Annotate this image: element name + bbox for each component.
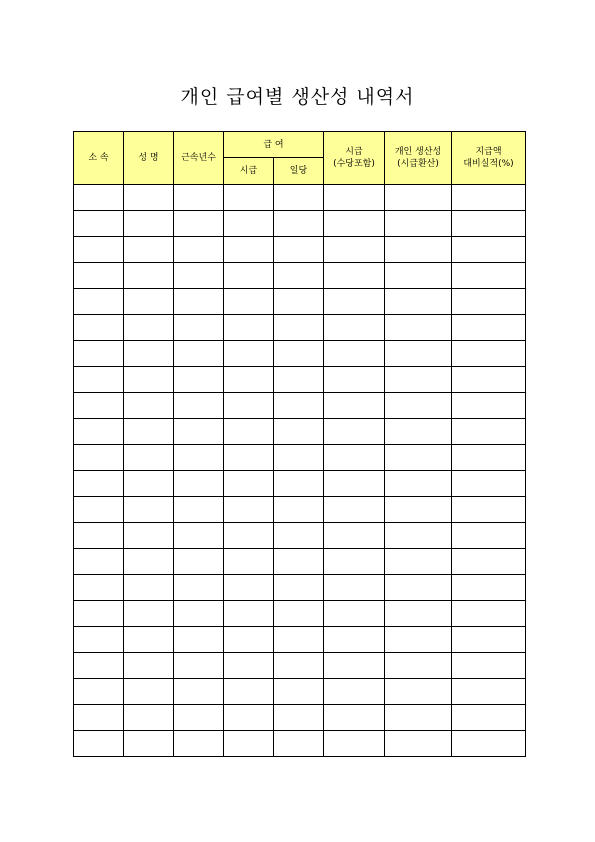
- cell-payment-ratio[interactable]: [452, 497, 526, 523]
- cell-name[interactable]: [124, 237, 174, 263]
- cell-hourly-incl[interactable]: [324, 263, 385, 289]
- table-row: [74, 315, 526, 341]
- table-row: [74, 263, 526, 289]
- col-header-hourly-incl-sub: (수당포함): [333, 159, 375, 169]
- cell-hourly[interactable]: [224, 315, 274, 341]
- cell-daily[interactable]: [274, 601, 324, 627]
- cell-hourly[interactable]: [224, 575, 274, 601]
- cell-daily[interactable]: [274, 705, 324, 731]
- cell-payment-ratio[interactable]: [452, 705, 526, 731]
- cell-hourly[interactable]: [224, 185, 274, 211]
- table-row: [74, 627, 526, 653]
- cell-daily[interactable]: [274, 679, 324, 705]
- cell-years[interactable]: [174, 497, 224, 523]
- col-header-hourly-incl-allowance: [324, 132, 385, 185]
- table-row: [74, 393, 526, 419]
- cell-years[interactable]: [174, 263, 224, 289]
- cell-payment-ratio[interactable]: [452, 549, 526, 575]
- cell-name[interactable]: [124, 653, 174, 679]
- cell-productivity[interactable]: [385, 393, 452, 419]
- cell-years[interactable]: [174, 393, 224, 419]
- cell-affiliation[interactable]: [74, 575, 124, 601]
- cell-name[interactable]: [124, 731, 174, 757]
- cell-hourly-incl[interactable]: [324, 575, 385, 601]
- cell-hourly[interactable]: [224, 471, 274, 497]
- cell-daily[interactable]: [274, 471, 324, 497]
- cell-affiliation[interactable]: [74, 445, 124, 471]
- cell-name[interactable]: [124, 289, 174, 315]
- productivity-table: [73, 131, 526, 757]
- page-title: 개인 급여별 생산성 내역서: [180, 86, 415, 108]
- cell-daily[interactable]: [274, 237, 324, 263]
- cell-daily[interactable]: [274, 185, 324, 211]
- col-header-payment-ratio: [452, 132, 526, 185]
- cell-affiliation[interactable]: [74, 263, 124, 289]
- cell-name[interactable]: [124, 393, 174, 419]
- cell-hourly[interactable]: [224, 523, 274, 549]
- cell-hourly-incl[interactable]: [324, 289, 385, 315]
- cell-daily[interactable]: [274, 731, 324, 757]
- cell-years[interactable]: [174, 601, 224, 627]
- cell-payment-ratio[interactable]: [452, 523, 526, 549]
- cell-affiliation[interactable]: [74, 315, 124, 341]
- col-header-salary: 급 여: [224, 132, 324, 158]
- cell-hourly-incl[interactable]: [324, 185, 385, 211]
- table-row: [74, 185, 526, 211]
- cell-payment-ratio[interactable]: [452, 419, 526, 445]
- cell-years[interactable]: [174, 523, 224, 549]
- table-body: [74, 185, 526, 757]
- cell-hourly[interactable]: [224, 263, 274, 289]
- cell-hourly[interactable]: [224, 679, 274, 705]
- cell-payment-ratio[interactable]: [452, 185, 526, 211]
- cell-productivity[interactable]: [385, 627, 452, 653]
- cell-payment-ratio[interactable]: [452, 471, 526, 497]
- cell-hourly[interactable]: [224, 341, 274, 367]
- cell-hourly[interactable]: [224, 731, 274, 757]
- cell-daily[interactable]: [274, 393, 324, 419]
- cell-affiliation[interactable]: [74, 705, 124, 731]
- cell-daily[interactable]: [274, 627, 324, 653]
- cell-hourly-incl[interactable]: [324, 211, 385, 237]
- table-row: [74, 341, 526, 367]
- cell-hourly[interactable]: [224, 393, 274, 419]
- cell-daily[interactable]: [274, 575, 324, 601]
- cell-daily[interactable]: [274, 497, 324, 523]
- cell-affiliation[interactable]: [74, 679, 124, 705]
- cell-productivity[interactable]: [385, 289, 452, 315]
- cell-hourly[interactable]: [224, 705, 274, 731]
- table-row: [74, 549, 526, 575]
- cell-affiliation[interactable]: [74, 237, 124, 263]
- cell-productivity[interactable]: [385, 653, 452, 679]
- cell-name[interactable]: [124, 679, 174, 705]
- cell-hourly-incl[interactable]: [324, 341, 385, 367]
- cell-hourly-incl[interactable]: [324, 705, 385, 731]
- col-header-productivity: [385, 132, 452, 185]
- table-row: [74, 497, 526, 523]
- cell-productivity[interactable]: [385, 497, 452, 523]
- table-row: [74, 471, 526, 497]
- cell-hourly[interactable]: [224, 419, 274, 445]
- cell-name[interactable]: [124, 263, 174, 289]
- table-row: [74, 445, 526, 471]
- cell-affiliation[interactable]: [74, 393, 124, 419]
- cell-years[interactable]: [174, 315, 224, 341]
- cell-payment-ratio[interactable]: [452, 731, 526, 757]
- cell-hourly-incl[interactable]: [324, 393, 385, 419]
- cell-hourly-incl[interactable]: [324, 679, 385, 705]
- cell-payment-ratio[interactable]: [452, 263, 526, 289]
- cell-hourly[interactable]: [224, 653, 274, 679]
- cell-hourly-incl[interactable]: [324, 237, 385, 263]
- cell-hourly[interactable]: [224, 497, 274, 523]
- table-row: [74, 419, 526, 445]
- table-row: [74, 679, 526, 705]
- cell-affiliation[interactable]: [74, 731, 124, 757]
- cell-productivity[interactable]: [385, 367, 452, 393]
- cell-payment-ratio[interactable]: [452, 653, 526, 679]
- cell-affiliation[interactable]: [74, 367, 124, 393]
- table-row: [74, 653, 526, 679]
- cell-affiliation[interactable]: [74, 289, 124, 315]
- cell-years[interactable]: [174, 575, 224, 601]
- cell-hourly-incl[interactable]: [324, 315, 385, 341]
- cell-payment-ratio[interactable]: [452, 575, 526, 601]
- cell-daily[interactable]: [274, 549, 324, 575]
- table-row: [74, 705, 526, 731]
- cell-productivity[interactable]: [385, 341, 452, 367]
- cell-productivity[interactable]: [385, 705, 452, 731]
- cell-daily[interactable]: [274, 367, 324, 393]
- col-header-affiliation: 소 속: [74, 132, 124, 185]
- cell-years[interactable]: [174, 679, 224, 705]
- cell-years[interactable]: [174, 471, 224, 497]
- cell-name[interactable]: [124, 627, 174, 653]
- cell-years[interactable]: [174, 185, 224, 211]
- cell-hourly-incl[interactable]: [324, 627, 385, 653]
- cell-payment-ratio[interactable]: [452, 367, 526, 393]
- cell-productivity[interactable]: [385, 419, 452, 445]
- cell-daily[interactable]: [274, 419, 324, 445]
- cell-daily[interactable]: [274, 315, 324, 341]
- cell-daily[interactable]: [274, 211, 324, 237]
- cell-productivity[interactable]: [385, 445, 452, 471]
- cell-years[interactable]: [174, 445, 224, 471]
- cell-affiliation[interactable]: [74, 497, 124, 523]
- cell-productivity[interactable]: [385, 471, 452, 497]
- cell-affiliation[interactable]: [74, 341, 124, 367]
- cell-payment-ratio[interactable]: [452, 341, 526, 367]
- cell-productivity[interactable]: [385, 315, 452, 341]
- cell-productivity[interactable]: [385, 523, 452, 549]
- cell-hourly-incl[interactable]: [324, 419, 385, 445]
- cell-affiliation[interactable]: [74, 185, 124, 211]
- cell-name[interactable]: [124, 367, 174, 393]
- table-row: [74, 731, 526, 757]
- cell-productivity[interactable]: [385, 679, 452, 705]
- cell-hourly[interactable]: [224, 367, 274, 393]
- col-header-name: 성 명: [124, 132, 174, 185]
- cell-daily[interactable]: [274, 341, 324, 367]
- cell-hourly[interactable]: [224, 601, 274, 627]
- table-row: [74, 523, 526, 549]
- cell-payment-ratio[interactable]: [452, 393, 526, 419]
- cell-hourly-incl[interactable]: [324, 601, 385, 627]
- cell-name[interactable]: [124, 445, 174, 471]
- cell-productivity[interactable]: [385, 211, 452, 237]
- cell-hourly-incl[interactable]: [324, 549, 385, 575]
- cell-hourly-incl[interactable]: [324, 653, 385, 679]
- table-row: [74, 211, 526, 237]
- cell-hourly[interactable]: [224, 627, 274, 653]
- cell-productivity[interactable]: [385, 575, 452, 601]
- cell-name[interactable]: [124, 341, 174, 367]
- table-row: [74, 601, 526, 627]
- col-header-payment-label: 지급액: [475, 147, 502, 157]
- cell-name[interactable]: [124, 575, 174, 601]
- cell-payment-ratio[interactable]: [452, 211, 526, 237]
- cell-affiliation[interactable]: [74, 419, 124, 445]
- cell-name[interactable]: [124, 419, 174, 445]
- cell-affiliation[interactable]: [74, 601, 124, 627]
- cell-years[interactable]: [174, 211, 224, 237]
- cell-hourly[interactable]: [224, 445, 274, 471]
- cell-daily[interactable]: [274, 653, 324, 679]
- cell-hourly-incl[interactable]: [324, 497, 385, 523]
- cell-affiliation[interactable]: [74, 211, 124, 237]
- cell-name[interactable]: [124, 523, 174, 549]
- cell-hourly[interactable]: [224, 549, 274, 575]
- cell-hourly-incl[interactable]: [324, 731, 385, 757]
- cell-affiliation[interactable]: [74, 549, 124, 575]
- cell-name[interactable]: [124, 705, 174, 731]
- cell-daily[interactable]: [274, 263, 324, 289]
- cell-name[interactable]: [124, 601, 174, 627]
- cell-productivity[interactable]: [385, 185, 452, 211]
- cell-payment-ratio[interactable]: [452, 627, 526, 653]
- cell-productivity[interactable]: [385, 549, 452, 575]
- col-header-hourly: 시급: [224, 158, 274, 185]
- table-row: [74, 367, 526, 393]
- cell-hourly-incl[interactable]: [324, 445, 385, 471]
- cell-years[interactable]: [174, 549, 224, 575]
- cell-years[interactable]: [174, 705, 224, 731]
- cell-payment-ratio[interactable]: [452, 315, 526, 341]
- cell-hourly-incl[interactable]: [324, 367, 385, 393]
- cell-name[interactable]: [124, 549, 174, 575]
- cell-payment-ratio[interactable]: [452, 237, 526, 263]
- table-row: [74, 237, 526, 263]
- cell-productivity[interactable]: [385, 237, 452, 263]
- cell-hourly[interactable]: [224, 289, 274, 315]
- cell-years[interactable]: [174, 237, 224, 263]
- cell-name[interactable]: [124, 211, 174, 237]
- cell-affiliation[interactable]: [74, 523, 124, 549]
- cell-productivity[interactable]: [385, 731, 452, 757]
- cell-payment-ratio[interactable]: [452, 289, 526, 315]
- cell-payment-ratio[interactable]: [452, 601, 526, 627]
- cell-years[interactable]: [174, 627, 224, 653]
- col-header-productivity-sub: (시급환산): [397, 159, 439, 169]
- cell-name[interactable]: [124, 315, 174, 341]
- cell-years[interactable]: [174, 289, 224, 315]
- cell-daily[interactable]: [274, 445, 324, 471]
- cell-daily[interactable]: [274, 523, 324, 549]
- cell-years[interactable]: [174, 653, 224, 679]
- col-header-productivity-label: 개인 생산성: [394, 147, 442, 157]
- cell-years[interactable]: [174, 367, 224, 393]
- cell-payment-ratio[interactable]: [452, 679, 526, 705]
- cell-payment-ratio[interactable]: [452, 445, 526, 471]
- cell-productivity[interactable]: [385, 263, 452, 289]
- cell-years[interactable]: [174, 731, 224, 757]
- cell-hourly[interactable]: [224, 211, 274, 237]
- cell-hourly[interactable]: [224, 237, 274, 263]
- cell-affiliation[interactable]: [74, 627, 124, 653]
- cell-name[interactable]: [124, 471, 174, 497]
- table-row: [74, 575, 526, 601]
- col-header-hourly-incl-label: 시급: [345, 147, 363, 157]
- cell-name[interactable]: [124, 497, 174, 523]
- cell-hourly-incl[interactable]: [324, 471, 385, 497]
- cell-name[interactable]: [124, 185, 174, 211]
- cell-affiliation[interactable]: [74, 471, 124, 497]
- cell-hourly-incl[interactable]: [324, 523, 385, 549]
- col-header-years-of-service: 근속년수: [174, 132, 224, 185]
- cell-years[interactable]: [174, 341, 224, 367]
- col-header-payment-sub: 대비실적(%): [463, 159, 514, 169]
- cell-productivity[interactable]: [385, 601, 452, 627]
- table-row: [74, 289, 526, 315]
- cell-daily[interactable]: [274, 289, 324, 315]
- cell-affiliation[interactable]: [74, 653, 124, 679]
- col-header-daily: 일당: [274, 158, 324, 185]
- cell-years[interactable]: [174, 419, 224, 445]
